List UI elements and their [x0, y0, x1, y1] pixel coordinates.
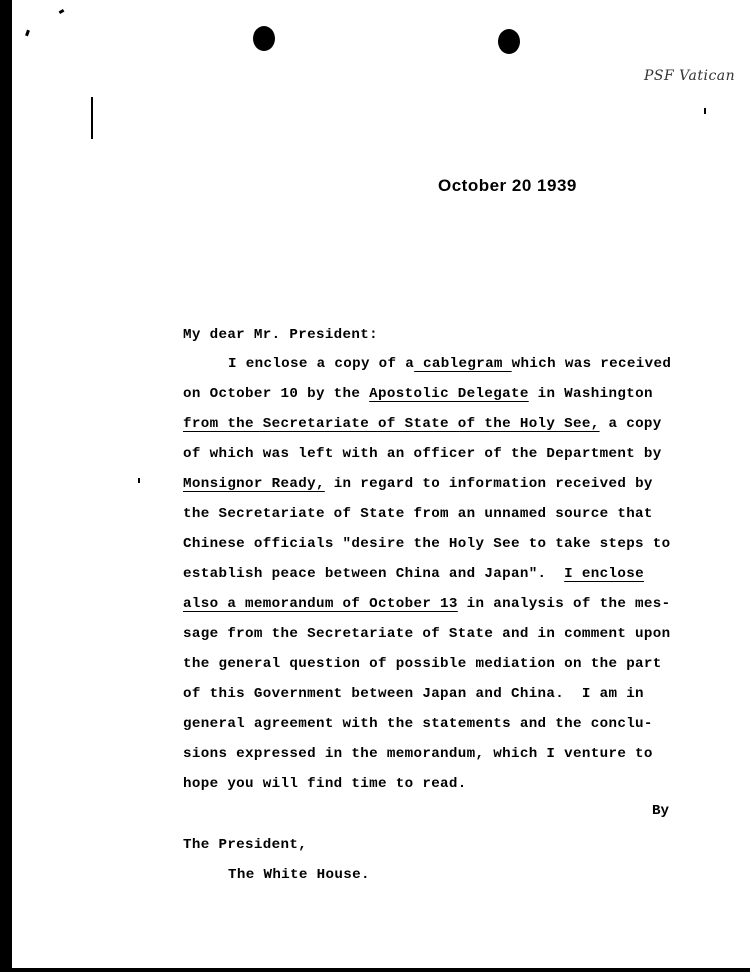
text-run: Chinese officials "desire the Holy See to take steps to — [183, 536, 671, 552]
pen-mark — [59, 9, 65, 14]
underlined-text: cablegram — [414, 356, 512, 372]
body-line — [183, 565, 644, 583]
body-line — [183, 475, 653, 493]
body-line — [183, 715, 653, 733]
text-run: which was received — [511, 356, 672, 372]
text-run: hope you will find time to read. — [183, 776, 467, 792]
body-line — [183, 445, 662, 463]
body-line — [183, 625, 671, 643]
text-run: of which was left with an officer of the Department by — [183, 446, 662, 462]
scan-left-border — [0, 0, 12, 972]
handwritten-filing-note: PSF Vatican — [644, 68, 736, 84]
text-run: in regard to information received by — [324, 476, 653, 492]
text-run: of this Government between Japan and China. I am in — [183, 686, 644, 702]
text-run: a copy — [599, 416, 662, 432]
scan-bottom-border — [0, 968, 750, 972]
body-line — [183, 745, 653, 763]
margin-tick-mark — [138, 478, 140, 483]
underlined-text: I enclose — [564, 566, 644, 582]
body-line — [183, 385, 653, 403]
addressee-line-2: The White House. — [228, 867, 370, 883]
body-line — [183, 415, 662, 433]
punch-hole-right — [498, 29, 520, 54]
body-line — [228, 355, 671, 373]
text-run: on October 10 by the — [183, 386, 370, 402]
text-run: in analysis of the mes- — [457, 596, 671, 612]
underlined-text: from the Secretariate of State of the Holy See, — [183, 416, 600, 432]
pen-mark — [25, 30, 30, 37]
addressee-line-1: The President, — [183, 837, 308, 853]
underlined-text: also a memorandum of October 13 — [183, 596, 458, 612]
body-line — [183, 535, 671, 553]
text-run: the Secretariate of State from an unnamed source that — [183, 506, 653, 522]
punch-hole-left — [253, 26, 275, 51]
text-run: establish peace between China and Japan". — [183, 566, 565, 582]
pen-mark — [704, 108, 706, 114]
salutation: My dear Mr. President: — [183, 327, 379, 343]
text-run: general agreement with the statements and the conclu- — [183, 716, 653, 732]
underlined-text: Monsignor Ready, — [183, 476, 325, 492]
text-run: the general question of possible mediation on the part — [183, 656, 662, 672]
body-line — [183, 655, 662, 673]
text-run: in Washington — [528, 386, 653, 402]
pen-stroke — [91, 97, 93, 139]
body-line — [183, 775, 467, 793]
text-run: sage from the Secretariate of State and in comment upon — [183, 626, 671, 642]
body-line — [183, 595, 671, 613]
closing-by: By — [652, 803, 670, 819]
text-run: sions expressed in the memorandum, which I venture to — [183, 746, 653, 762]
body-line — [183, 685, 644, 703]
body-line — [183, 505, 653, 523]
underlined-text: Apostolic Delegate — [369, 386, 529, 402]
letter-date: October 20 1939 — [438, 176, 577, 195]
text-run: I enclose a copy of a — [228, 356, 415, 372]
